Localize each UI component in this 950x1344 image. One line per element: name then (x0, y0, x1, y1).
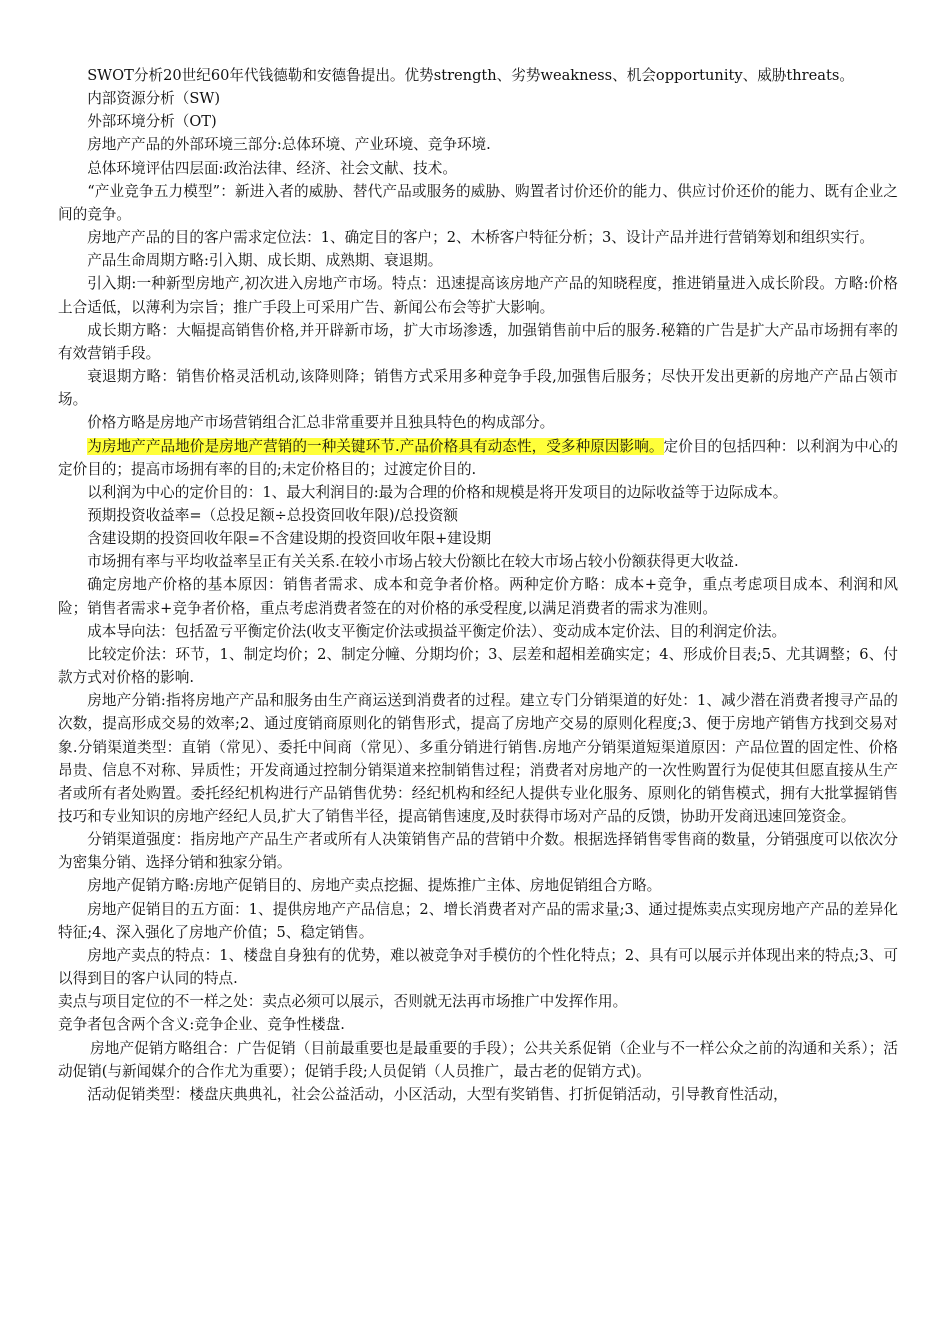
paragraph-profit-goal: 以利润为中心的定价目的：1、最大利润目的:最为合理的价格和规模是将开发项目的边际收益等于边际成本。 (87, 483, 788, 501)
paragraph-selling-point-difference: 卖点与项目定位的不一样之处：卖点必须可以展示，否则就无法再市场推广中发挥作用。 (58, 993, 628, 1011)
paragraph-decline-stage: 衰退期方略：销售价格灵活机动,该降则降；销售方式采用多种竞争手段,加强售后服务；尽快开发出更新的房地产产品占领市场。 (58, 368, 898, 409)
paragraph-external-analysis: 外部环境分析（OT) (87, 113, 217, 131)
paragraph-payback-period: 含建设期的投资回收年限=不含建设期的投资回收年限+建设期 (87, 530, 492, 548)
paragraph-life-cycle: 产品生命周期方略:引入期、成长期、成熟期、衰退期。 (87, 252, 443, 270)
paragraph-price-strategy: 价格方略是房地产市场营销组合汇总非常重要并且独具特色的构成部分。 (87, 414, 555, 432)
paragraph-swot: SWOT分析20世纪60年代钱德勒和安德鲁提出。优势strength、劣势weakness、机会opportunity、威胁threats。 (87, 67, 854, 84)
paragraph-distribution-intensity: 分销渠道强度：指房地产产品生产者或所有人决策销售产品的营销中介数。根据选择销售零售商的数量，分销强度可以依次分为密集分销、选择分销和独家分销。 (58, 831, 898, 872)
paragraph-general-environment: 总体环境评估四层面:政治法律、经济、社会文献、技术。 (87, 159, 457, 177)
paragraph-cost-oriented: 成本导向法：包括盈亏平衡定价法(收支平衡定价法或损益平衡定价法）、变动成本定价法、目的利润定价法。 (87, 622, 787, 640)
paragraph-promotion-mix: 房地产促销方略组合：广告促销（目前最重要也是最重要的手段）；公共关系促销（企业与不一样公众之前的沟通和关系）；活动促销(与新闻媒介的合作尤为重要）；促销手段;人员促销（人员推广，最古老的促销方式)。 (58, 1039, 898, 1080)
paragraph-activity-promotion: 活动促销类型：楼盘庆典典礼，社会公益活动，小区活动，大型有奖销售、打折促销活动，引导教育性活动， (87, 1085, 788, 1103)
paragraph-promotion-goals: 房地产促销目的五方面：1、提供房地产产品信息；2、增长消费者对产品的需求量;3、通过提炼卖点实现房地产产品的差异化特征;4、深入强化了房地产价值；5、稳定销售。 (58, 900, 898, 941)
pricing-goals-text: 定价目的包括四种：以利润为中心的定价目的；提高市场拥有率的目的;未定价格目的；过渡定价目的. (58, 437, 898, 478)
paragraph-expected-return: 预期投资收益率=（总投足额÷总投资回收年限)/总投资额 (87, 506, 458, 524)
paragraph-external-environment: 房地产产品的外部环境三部分:总体环境、产业环境、竞争环境. (87, 136, 491, 154)
document-page (58, 64, 898, 1106)
paragraph-price-factors: 确定房地产价格的基本原因：销售者需求、成本和竞争者价格。两种定价方略：成本+竞争，重点考虑项目成本、利润和风险；销售者需求+竞争者价格，重点考虑消费者签在的对价格的承受程度,以满足消费者的需求为准则。 (58, 576, 898, 617)
highlighted-text: 为房地产产品地价是房地产营销的一种关键环节.产品价格具有动态性，受多种原因影响。 (87, 437, 664, 455)
paragraph-introduction-stage: 引入期:一种新型房地产,初次进入房地产市场。特点：迅速提高该房地产产品的知晓程度，推进销量进入成长阶段。方略:价格上合适低，以薄利为宗旨；推广手段上可采用广告、新闻公布会等扩大影响。 (58, 275, 898, 316)
paragraph-internal-analysis: 内部资源分析（SW) (87, 90, 221, 108)
paragraph-customer-positioning: 房地产产品的目的客户需求定位法：1、确定目的客户；2、木桥客户特征分析；3、设计产品并进行营销筹划和组织实行。 (87, 229, 874, 247)
paragraph-competitors: 竞争者包含两个含义:竞争企业、竞争性楼盘. (58, 1016, 345, 1034)
paragraph-distribution: 房地产分销:指将房地产产品和服务由生产商运送到消费者的过程。建立专门分销渠道的好处：1、减少潜在消费者搜寻产品的次数，提高形成交易的效率;2、通过度销商原则化的销售形式，提高了房地产交易的原则化程度;3、便于房地产销售方找到交易对象.分销渠道类型：直销（常见）、委托中间商（常见）、多重分销进行销售.房地产分销渠道短渠道原因：产品位置的固定性、价格昂贵、信息不对称、异质性；开发商通过控制分销渠道来控制销售过程；消费者对房地产的一次性购置行为促使其但愿直接从生产者或所有者处购置。委托经纪机构进行产品销售优势：经纪机构和经纪人提供专业化服务、原则化的销售模式，拥有大批掌握销售技巧和专业知识的房地产经纪人员,扩大了销售半径，提高销售速度,及时获得市场对产品的反馈，协助开发商迅速回笼资金。 (58, 692, 898, 825)
paragraph-market-share: 市场拥有率与平均收益率呈正有关关系.在较小市场占较大份额比在较大市场占较小份额获得更大收益. (87, 553, 739, 571)
paragraph-growth-stage: 成长期方略：大幅提高销售价格,并开辟新市场，扩大市场渗透，加强销售前中后的服务.秘籍的广告是扩大产品市场拥有率的有效营销手段。 (58, 321, 898, 362)
paragraph-comparison-pricing: 比较定价法：环节，1、制定均价；2、制定分幢、分期均价；3、层差和超相差确实定；4、形成价目表;5、尤其调整；6、付款方式对价格的影响. (58, 645, 898, 687)
paragraph-pricing-goals (58, 435, 898, 481)
paragraph-promotion-strategy: 房地产促销方略:房地产促销目的、房地产卖点挖掘、提炼推广主体、房地促销组合方略。 (87, 877, 662, 895)
paragraph-five-forces: “产业竞争五力模型”：新进入者的威胁、替代产品或服务的威胁、购置者讨价还价的能力、供应讨价还价的能力、既有企业之间的竞争。 (58, 182, 898, 223)
paragraph-selling-points: 房地产卖点的特点：1、楼盘自身独有的优势，难以被竞争对手模仿的个性化特点；2、具有可以展示并体现出来的特点;3、可以得到目的客户认同的特点. (58, 946, 898, 988)
